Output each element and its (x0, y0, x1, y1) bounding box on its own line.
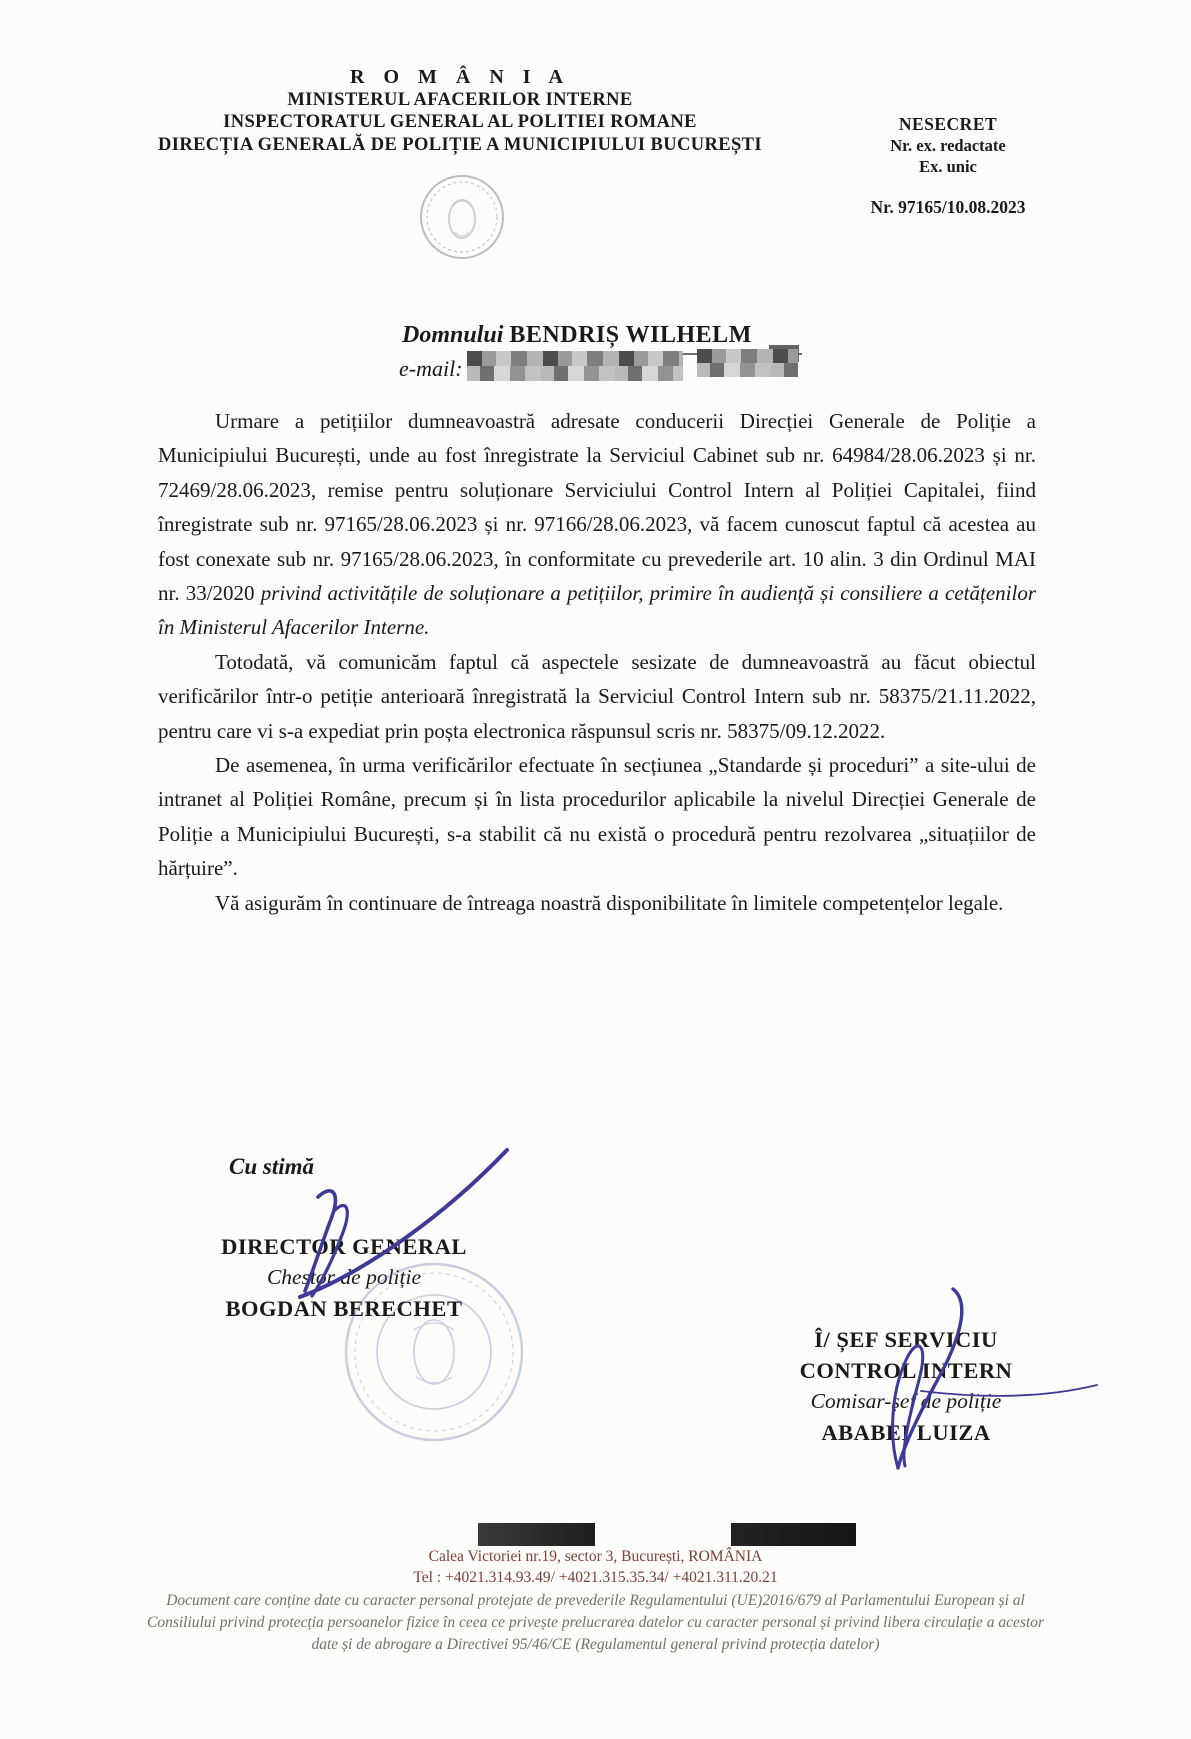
chief-name: ABABEI LUIZA (821, 1420, 991, 1445)
gdpr-line-3: date și de abrogare a Directivei 95/46/CE (Regulamentul general privind protecția datelor) (311, 1636, 880, 1653)
paragraph-2: Totodată, vă comunicăm faptul că aspectele sesizate de dumneavoastră au făcut obiectul verificărilor într-o petiție anterioară înregistrată la Serviciul Control Intern sub nr. 58375/21.11.2022, pentru care vi s-a expediat prin poșta electronica răspunsul scris nr. 58375/09.12.2022. (158, 649, 1036, 743)
gdpr-line-1: Document care conține date cu caracter personal protejate de prevederile Regulamentului (UE)2016/679 al Parlamentului European și al (166, 1592, 1025, 1609)
paragraph-1-legal-title: privind activitățile de soluționare a petițiilor, primire în audiență și consiliere a cetățenilor în Ministerul Afacerilor Interne. (158, 581, 1037, 640)
letterhead-ministry: MINISTERUL AFACERILOR INTERNE (287, 89, 633, 110)
footer-contact (0, 1546, 1191, 1588)
letterhead (118, 66, 802, 156)
footer-redaction-bar-left (478, 1523, 595, 1546)
email-redaction-block-2 (697, 349, 798, 377)
footer-address: Calea Victoriei nr.19, sector 3, București, ROMÂNIA (428, 1548, 763, 1565)
chief-rank: Comisar-șef de poliție (810, 1389, 1002, 1413)
footer-phone: Tel : +4021.314.93.49/ +4021.315.35.34/ +4021.311.20.21 (413, 1569, 778, 1586)
classification-level: NESECRET (898, 114, 998, 134)
footer-gdpr-notice (0, 1590, 1191, 1656)
director-rank: Chestor de poliție (266, 1265, 422, 1289)
signature-block-director (188, 1231, 500, 1324)
letter-body (158, 404, 1036, 920)
gdpr-line-2: Consiliului privind protecția persoanelor fizice în ceea ce privește prelucrarea datelor cu caracter personal și privind libera circulație a acestor (147, 1614, 1044, 1631)
director-title: DIRECTOR GENERAL (221, 1234, 467, 1259)
footer-redaction-bar-right (731, 1523, 856, 1546)
letterhead-country: R O M Â N I A (350, 66, 570, 88)
director-name: BOGDAN BERECHET (225, 1296, 463, 1321)
letterhead-inspectorate: INSPECTORATUL GENERAL AL POLITIEI ROMANE (223, 112, 697, 132)
addressee-salutation: Domnului (402, 322, 504, 348)
police-crest-seal (421, 176, 503, 258)
paragraph-4: Vă asigurăm în continuare de întreaga noastră disponibilitate în limitele competențelor legale. (215, 890, 1004, 915)
classification-copy: Ex. unic (919, 157, 977, 176)
addressee-line (402, 322, 752, 349)
classification-block (853, 114, 1043, 177)
chief-title-line1: Î/ ȘEF SERVICIU (814, 1327, 998, 1352)
closing-salutation: Cu stimă (229, 1154, 315, 1179)
email-label: e-mail: (399, 356, 463, 381)
paragraph-3: De asemenea, în urma verificărilor efectuate în secțiunea „Standarde și proceduri” a site-ului de intranet al Poliției Române, precum și în lista procedurilor aplicabile la nivelul Direcției Generale de Poliție a Municipiului București, s-a stabilit că nu există o procedură pentru rezolvarea „situațiilor de hărțuire”. (158, 753, 1036, 881)
email-redaction-block-1 (467, 351, 683, 381)
addressee-name: BENDRIȘ WILHELM (509, 322, 752, 348)
document-number: Nr. 97165/10.08.2023 (870, 197, 1026, 217)
signature-block-chief (750, 1324, 1062, 1448)
paragraph-1 (158, 404, 1036, 645)
paragraph-1-text: Urmare a petițiilor dumneavoastră adresate conducerii Direcției Generale de Poliție a Municipiului București, unde au fost înregistrate la Serviciul Cabinet sub nr. 64984/28.06.2023 și nr. 72469/28.06.2023, remise pentru soluționare Serviciului Control Intern al Poliției Capitalei, fiind înregistrate sub nr. 97165/28.06.2023 și nr. 97166/28.06.2023, vă facem cunoscut faptul că acestea au fost conexate sub nr. 97165/28.06.2023, în conformitate cu prevederile art. 10 alin. 3 din Ordinul MAI nr. 33/2020 (158, 409, 1036, 606)
chief-title-line2: CONTROL INTERN (799, 1358, 1013, 1383)
letterhead-directorate: DIRECȚIA GENERALĂ DE POLIȚIE A MUNICIPIULUI BUCUREȘTI (157, 134, 763, 155)
classification-copies: Nr. ex. redactate (890, 136, 1006, 155)
